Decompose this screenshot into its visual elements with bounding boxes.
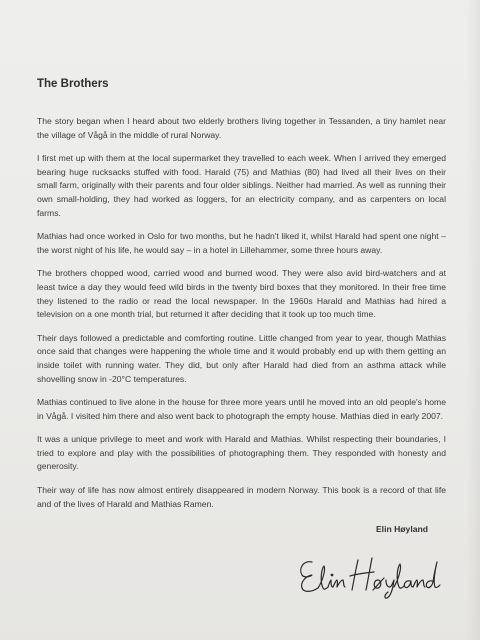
page-heading: The Brothers: [37, 78, 109, 90]
paragraph: Mathias continued to live alone in the house for three more years until he moved into an old people's home in Vågå. I visited him there and also went back to photograph the empty house. Mathias died in early 2007.: [37, 397, 446, 421]
body-text: [37, 115, 446, 521]
paragraph: I first met up with them at the local supermarket they travelled to each week. When I arrived they emerged bearing huge rucksacks stuffed with food. Harald (75) and Mathias (80) had lived all their lives on their small farm, originally with their parents and four older siblings. Neither had married. As well as running their own small-holding, they had worked as loggers, for an electricity company, and as carpenters on local farms.: [37, 153, 446, 218]
paragraph: The story began when I heard about two elderly brothers living together in Tessanden, a tiny hamlet near the village of Vågå in the middle of rural Norway.: [37, 116, 446, 140]
handwritten-signature: [290, 548, 450, 600]
paragraph: Mathias had once worked in Oslo for two months, but he hadn't liked it, whilst Harald had spent one night – the worst night of his life, he would say – in a hotel in Lillehammer, some three hours away.: [37, 231, 446, 255]
page-edge-shadow: [466, 0, 480, 640]
paragraph: Their days followed a predictable and comforting routine. Little changed from year to year, though Mathias once said that changes were happening the whole time and it would probably end up with them getting an inside toilet with running water. They did, but only after Harald had died from an asthma attack while shovelling snow in -20°C temperatures.: [37, 332, 446, 384]
author-name: Elin Høyland: [375, 524, 428, 534]
paragraph: Their way of life has now almost entirely disappeared in modern Norway. This book is a record of that life and of the lives of Harald and Mathias Ramen.: [37, 485, 446, 509]
paragraph: It was a unique privilege to meet and work with Harald and Mathias. Whilst respecting their boundaries, I tried to explore and play with the possibilities of photographing them. They responded with honesty and generosity.: [37, 434, 446, 472]
paragraph: The brothers chopped wood, carried wood and burned wood. They were also avid bird-watchers and at least twice a day they would feed wild birds in the twenty bird boxes that they monitored. In their free time they listened to the radio or read the local newspaper. In the 1960s Harald and Mathias had hired a television on a one month trial, but returned it after deciding that it took up too much time.: [37, 268, 446, 320]
